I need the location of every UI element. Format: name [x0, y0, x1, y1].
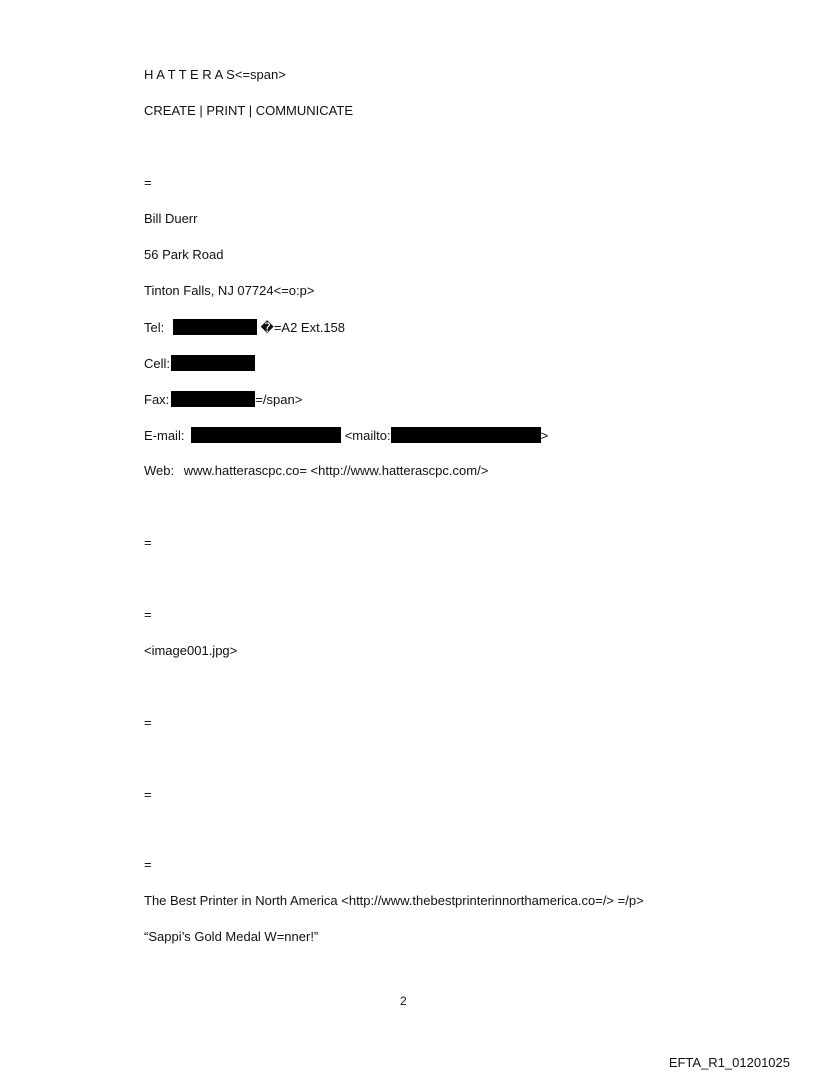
separator: =	[144, 715, 152, 730]
redaction-block	[191, 427, 341, 443]
web-label: Web:	[144, 463, 175, 478]
contact-city: Tinton Falls, NJ 07724<=o:p>	[144, 283, 315, 298]
email-label: E-mail:	[144, 428, 185, 443]
cell-label: Cell:	[144, 356, 171, 371]
web-address: www.hatterascpc.co= <http://www.hatterascpc.com/>	[183, 463, 489, 478]
fax-suffix: =/span>	[255, 392, 303, 407]
mailto-suffix: >	[540, 428, 549, 443]
mailto-prefix: <mailto:	[344, 428, 391, 443]
fax-line	[144, 391, 302, 408]
separator: =	[144, 787, 152, 802]
separator: =	[144, 175, 152, 190]
separator: =	[144, 535, 152, 550]
quote-line: “Sappi’s Gold Medal W=nner!”	[144, 929, 319, 944]
tel-line	[144, 319, 345, 336]
tel-label: Tel:	[144, 320, 165, 335]
separator: =	[144, 607, 152, 622]
redaction-block	[171, 391, 255, 407]
tel-suffix: �=A2 Ext.158	[260, 320, 346, 335]
document-id: EFTA_R1_01201025	[668, 1055, 790, 1070]
contact-name: Bill Duerr	[144, 211, 198, 226]
image-placeholder: <image001.jpg>	[144, 643, 238, 658]
fax-label: Fax:	[144, 392, 170, 407]
page-number: 2	[400, 994, 407, 1008]
web-line	[144, 463, 488, 479]
company-name: H A T T E R A S<=span>	[144, 67, 286, 82]
company-tagline: CREATE | PRINT | COMMUNICATE	[144, 103, 353, 118]
redaction-block	[173, 319, 257, 335]
redaction-block	[391, 427, 541, 443]
contact-street: 56 Park Road	[144, 247, 224, 262]
separator: =	[144, 857, 152, 872]
email-line	[144, 427, 548, 444]
award-line: The Best Printer in North America <http://www.thebestprinterinnorthamerica.co=/> =/p>	[144, 893, 644, 908]
redaction-block	[171, 355, 255, 371]
cell-line	[144, 355, 255, 372]
